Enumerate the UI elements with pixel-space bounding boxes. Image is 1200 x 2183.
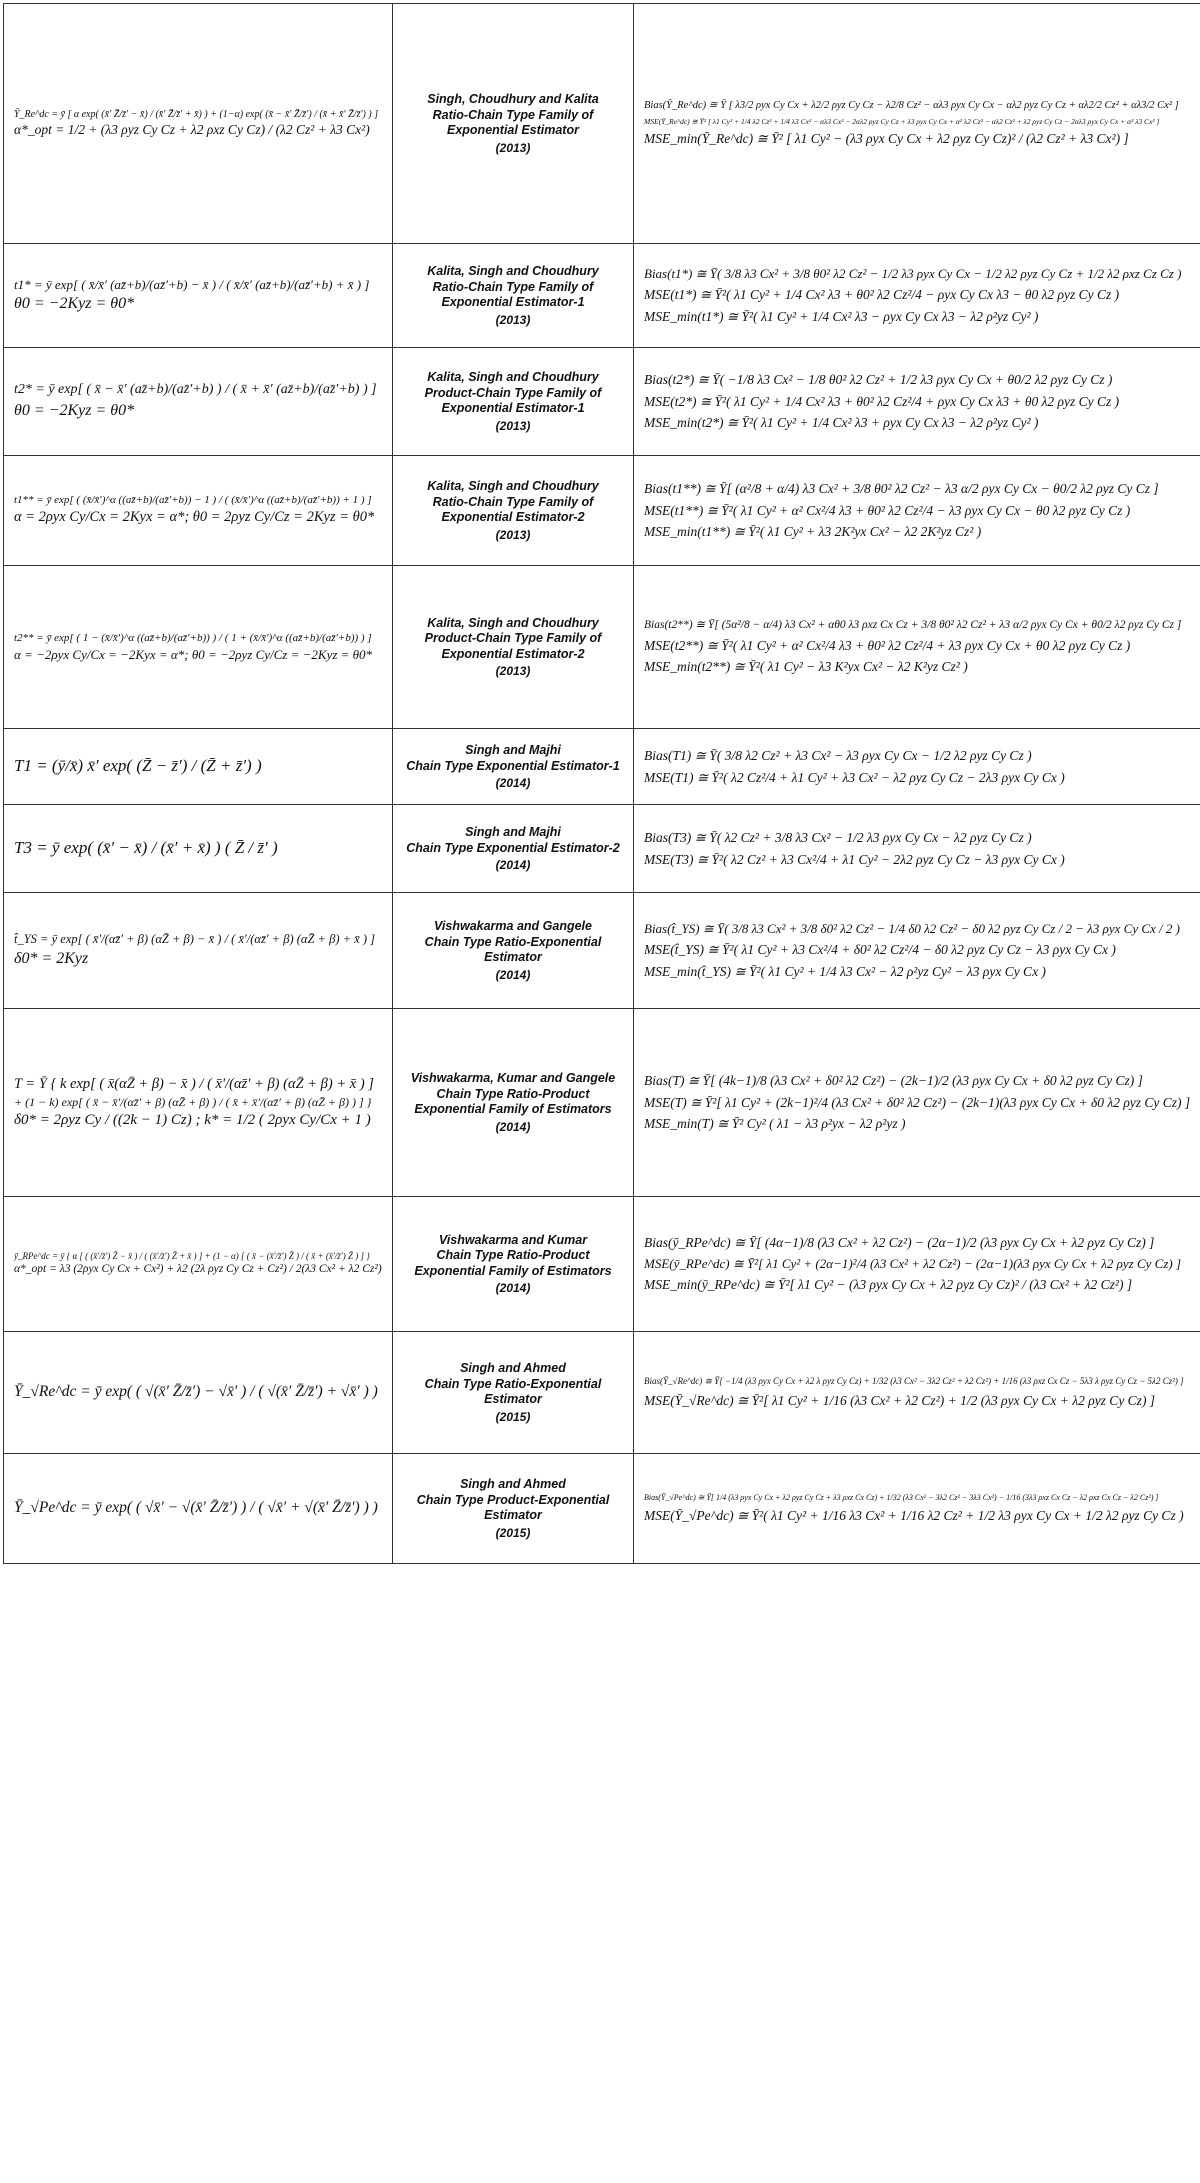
estimator-definition: T = Ȳ { k exp[ ( x̄(αZ̄ + β) − x̄ ) / ( x̄′/(αz̄′ + β) (αZ̄ + β) + x̄ ) ] bbox=[14, 1075, 382, 1095]
estimator-formula-cell bbox=[4, 893, 393, 1009]
estimator-title: Product-Chain Type Family of Exponential Estimator-2 bbox=[403, 631, 623, 662]
estimator-title: Product-Chain Type Family of Exponential Estimator-1 bbox=[403, 386, 623, 417]
bias-expression: Bias(t1**) ≅ Ȳ[ (α²/8 + α/4) λ3 Cx² + 3/8 θ0² λ2 Cz² − λ3 α/2 ρyx Cy Cx − θ0/2 λ2 ρyz Cy Cz ] bbox=[644, 480, 1190, 498]
estimator-row bbox=[4, 805, 1200, 893]
estimator-properties-cell bbox=[634, 348, 1200, 456]
min-mse-expression: MSE_min(T) ≅ Ȳ² Cy² ( λ1 − λ3 ρ²yx − λ2 ρ²yz ) bbox=[644, 1115, 1190, 1133]
estimator-definition: Ȳ_√Re^dc = ȳ exp( ( √(x̄′ Z̄/z̄′) − √x̄′ ) / ( √(x̄′ Z̄/z̄′) + √x̄′ ) ) bbox=[14, 1382, 382, 1403]
estimator-source-cell bbox=[393, 456, 634, 566]
estimator-definition: T3 = ȳ exp( (x̄′ − x̄) / (x̄′ + x̄) ) ( Z̄ / z̄′ ) bbox=[14, 837, 382, 860]
bias-expression: Bias(ȳ_RPe^dc) ≅ Ȳ[ (4α−1)/8 (λ3 Cx² + λ2 Cz²) − (2α−1)/2 (λ3 ρyx Cy Cx + λ2 ρyz Cy Cz) ] bbox=[644, 1234, 1190, 1252]
mse-expression: MSE(T1) ≅ Ȳ²( λ2 Cz²/4 + λ1 Cy² + λ3 Cx² − λ2 ρyz Cy Cz − 2λ3 ρyx Cy Cx ) bbox=[644, 769, 1190, 787]
estimator-properties-cell bbox=[634, 1009, 1200, 1197]
estimator-row bbox=[4, 1454, 1200, 1564]
estimator-year: (2013) bbox=[403, 141, 623, 155]
estimator-definition: t1** = ȳ exp[ ( (x̄/x̄′)^α ((az̄+b)/(az̄′+b)) − 1 ) / ( (x̄/x̄′)^α ((az̄+b)/(az̄′+b)) + 1 ) ] bbox=[14, 493, 382, 508]
estimator-properties-cell bbox=[634, 244, 1200, 348]
estimator-year: (2014) bbox=[403, 968, 623, 982]
estimator-title: Chain Type Ratio-Exponential Estimator bbox=[403, 1377, 623, 1408]
estimator-row bbox=[4, 244, 1200, 348]
estimator-row bbox=[4, 1009, 1200, 1197]
estimator-properties-cell bbox=[634, 1332, 1200, 1454]
mse-expression: MSE(T3) ≅ Ȳ²( λ2 Cz² + λ3 Cx²/4 + λ1 Cy² − 2λ2 ρyz Cy Cz − λ3 ρyx Cy Cx ) bbox=[644, 851, 1190, 869]
estimator-row bbox=[4, 1197, 1200, 1332]
estimator-properties-cell bbox=[634, 1197, 1200, 1332]
estimator-source-cell bbox=[393, 729, 634, 805]
estimator-condition: α*_opt = 1/2 + (λ3 ρyz Cy Cz + λ2 ρxz Cy Cz) / (λ2 Cz² + λ3 Cx²) bbox=[14, 121, 382, 139]
estimator-formula-cell bbox=[4, 4, 393, 244]
estimator-authors: Singh and Majhi bbox=[403, 825, 623, 841]
bias-expression: Bias(T) ≅ Ȳ[ (4k−1)/8 (λ3 Cx² + δ0² λ2 Cz²) − (2k−1)/2 (λ3 ρyx Cy Cx + δ0 λ2 ρyz Cy Cz) ] bbox=[644, 1072, 1190, 1090]
estimator-condition: θ0 = −2Kyz = θ0* bbox=[14, 400, 382, 422]
estimator-authors: Vishwakarma and Kumar bbox=[403, 1233, 623, 1249]
estimator-condition: α*_opt = λ3 (2ρyx Cy Cx + Cx²) + λ2 (2λ ρyz Cy Cz + Cz²) / 2(λ3 Cx² + λ2 Cz²) bbox=[14, 1262, 382, 1278]
min-mse-expression: MSE_min(t̂_YS) ≅ Ȳ²( λ1 Cy² + 1/4 λ3 Cx² − λ2 ρ²yz Cy² − λ3 ρyx Cy Cx ) bbox=[644, 963, 1190, 981]
estimator-formula-cell bbox=[4, 566, 393, 729]
estimators-table bbox=[3, 3, 1200, 1564]
bias-expression: Bias(t2*) ≅ Ȳ( −1/8 λ3 Cx² − 1/8 θ0² λ2 Cz² + 1/2 λ3 ρyx Cy Cx + θ0/2 λ2 ρyz Cy Cz ) bbox=[644, 371, 1190, 389]
estimator-definition: t2* = ȳ exp[ ( x̄ − x̄′ (az̄+b)/(az̄′+b) ) / ( x̄ + x̄′ (az̄+b)/(az̄′+b) ) ] bbox=[14, 381, 382, 400]
bias-expression: Bias(Ȳ_Re^dc) ≅ Ȳ [ λ3/2 ρyx Cy Cx + λ2/2 ρyz Cy Cz − λ2/8 Cz² − αλ3 ρyx Cy Cx − αλ2 ρyz Cy Cz + αλ2/2 Cz² + αλ3/2 Cx² ] bbox=[644, 99, 1190, 113]
estimator-definition: T1 = (ȳ/x̄) x̄′ exp( (Z̄ − z̄′) / (Z̄ + z̄′) ) bbox=[14, 755, 382, 778]
estimator-authors: Vishwakarma, Kumar and Gangele bbox=[403, 1071, 623, 1087]
estimator-authors: Singh, Choudhury and Kalita bbox=[403, 92, 623, 108]
estimator-condition: α = 2ρyx Cy/Cx = 2Kyx = α*; θ0 = 2ρyz Cy/Cz = 2Kyz = θ0* bbox=[14, 508, 382, 528]
estimator-source-cell bbox=[393, 805, 634, 893]
estimator-authors: Kalita, Singh and Choudhury bbox=[403, 370, 623, 386]
mse-expression: MSE(t2**) ≅ Ȳ²( λ1 Cy² + α² Cx²/4 λ3 + θ0² λ2 Cz²/4 + λ3 ρyx Cy Cx + θ0 λ2 ρyz Cy Cz ) bbox=[644, 637, 1190, 655]
estimator-condition: α = −2ρyx Cy/Cx = −2Kyx = α*; θ0 = −2ρyz Cy/Cz = −2Kyz = θ0* bbox=[14, 646, 382, 664]
estimator-year: (2015) bbox=[403, 1410, 623, 1424]
estimator-properties-cell bbox=[634, 4, 1200, 244]
estimator-title: Chain Type Exponential Estimator-2 bbox=[403, 841, 623, 857]
estimator-year: (2013) bbox=[403, 664, 623, 678]
estimator-authors: Kalita, Singh and Choudhury bbox=[403, 616, 623, 632]
mse-expression: MSE(t2*) ≅ Ȳ²( λ1 Cy² + 1/4 Cx² λ3 + θ0² λ2 Cz²/4 + ρyx Cy Cx λ3 + θ0 λ2 ρyz Cy Cz ) bbox=[644, 393, 1190, 411]
estimator-source-cell bbox=[393, 4, 634, 244]
estimator-year: (2013) bbox=[403, 313, 623, 327]
estimator-authors: Singh and Ahmed bbox=[403, 1361, 623, 1377]
mse-expression: MSE(Ȳ_√Re^dc) ≅ Ȳ²[ λ1 Cy² + 1/16 (λ3 Cx² + λ2 Cz²) + 1/2 (λ3 ρyx Cy Cx + λ2 ρyz Cy Cz) ] bbox=[644, 1392, 1190, 1410]
estimator-authors: Singh and Ahmed bbox=[403, 1477, 623, 1493]
estimator-row bbox=[4, 893, 1200, 1009]
min-mse-expression: MSE_min(t2**) ≅ Ȳ²( λ1 Cy² − λ3 K²yx Cx² − λ2 K²yz Cz² ) bbox=[644, 658, 1190, 676]
min-mse-expression: MSE_min(t1**) ≅ Ȳ²( λ1 Cy² + λ3 2K²yx Cx² − λ2 2K²yz Cz² ) bbox=[644, 523, 1190, 541]
estimator-year: (2015) bbox=[403, 1526, 623, 1540]
mse-expression: MSE(t1*) ≅ Ȳ²( λ1 Cy² + 1/4 Cx² λ3 + θ0² λ2 Cz²/4 − ρyx Cy Cx λ3 − θ0 λ2 ρyz Cy Cz ) bbox=[644, 286, 1190, 304]
estimator-title: Chain Type Ratio-Exponential Estimator bbox=[403, 935, 623, 966]
estimator-title: Chain Type Exponential Estimator-1 bbox=[403, 759, 623, 775]
estimator-row bbox=[4, 4, 1200, 244]
bias-expression: Bias(Ȳ_√Pe^dc) ≅ Ȳ[ 1/4 (λ3 ρyx Cy Cx + λ2 ρyz Cy Cz + λ3 ρxz Cx Cz) + 1/32 (λ3 Cx² − 3λ2 Cz² − 3λ3 Cx²) − 1/16 (3λ3 ρxz Cx Cz − λ2 ρxz Cx Cz − λ2 Cz²) ] bbox=[644, 1493, 1190, 1503]
estimator-source-cell bbox=[393, 348, 634, 456]
mse-expression: MSE(Ȳ_√Pe^dc) ≅ Ȳ²( λ1 Cy² + 1/16 λ3 Cx² + 1/16 λ2 Cz² + 1/2 λ3 ρyx Cy Cx + 1/2 λ2 ρyz Cy Cz ) bbox=[644, 1507, 1190, 1525]
min-mse-expression: MSE_min(t2*) ≅ Ȳ²( λ1 Cy² + 1/4 Cx² λ3 + ρyx Cy Cx λ3 − λ2 ρ²yz Cy² ) bbox=[644, 414, 1190, 432]
estimator-authors: Kalita, Singh and Choudhury bbox=[403, 264, 623, 280]
estimator-year: (2014) bbox=[403, 1281, 623, 1295]
estimator-formula-cell bbox=[4, 805, 393, 893]
estimator-title: Ratio-Chain Type Family of Exponential Estimator-1 bbox=[403, 280, 623, 311]
estimator-title: Chain Type Ratio-Product Exponential Family of Estimators bbox=[403, 1087, 623, 1118]
estimator-title: Chain Type Product-Exponential Estimator bbox=[403, 1493, 623, 1524]
estimator-source-cell bbox=[393, 566, 634, 729]
min-mse-expression: MSE_min(t1*) ≅ Ȳ²( λ1 Cy² + 1/4 Cx² λ3 − ρyx Cy Cx λ3 − λ2 ρ²yz Cy² ) bbox=[644, 308, 1190, 326]
estimator-properties-cell bbox=[634, 566, 1200, 729]
estimator-properties-cell bbox=[634, 893, 1200, 1009]
bias-expression: Bias(T3) ≅ Ȳ( λ2 Cz² + 3/8 λ3 Cx² − 1/2 λ3 ρyx Cy Cx − λ2 ρyz Cy Cz ) bbox=[644, 829, 1190, 847]
estimator-definition: Ȳ_Re^dc = ȳ [ α exp( (x̄′ Z̄/z̄′ − x̄) / (x̄′ Z̄/z̄′ + x̄) ) + (1−α) exp( (x̄ − x̄′ Z̄/z̄′) / (x̄ + x̄′ Z̄/z̄′) ) ] bbox=[14, 108, 382, 122]
mse-expression: MSE(t1**) ≅ Ȳ²( λ1 Cy² + α² Cx²/4 λ3 + θ0² λ2 Cz²/4 − λ3 ρyx Cy Cx − θ0 λ2 ρyz Cy Cz ) bbox=[644, 502, 1190, 520]
estimator-year: (2013) bbox=[403, 419, 623, 433]
estimator-condition: δ0* = 2Kyz bbox=[14, 948, 382, 970]
estimator-authors: Singh and Majhi bbox=[403, 743, 623, 759]
estimator-formula-cell bbox=[4, 1009, 393, 1197]
estimator-year: (2014) bbox=[403, 1120, 623, 1134]
bias-expression: Bias(t̂_YS) ≅ Ȳ( 3/8 λ3 Cx² + 3/8 δ0² λ2 Cz² − 1/4 δ0 λ2 Cz² − δ0 λ2 ρyz Cy Cz / 2 − λ3 ρyx Cy Cx / 2 ) bbox=[644, 921, 1190, 938]
estimator-definition: Ȳ_√Pe^dc = ȳ exp( ( √x̄′ − √(x̄′ Z̄/z̄′) ) / ( √x̄′ + √(x̄′ Z̄/z̄′) ) ) bbox=[14, 1498, 382, 1519]
min-mse-expression: MSE_min(Ȳ_Re^dc) ≅ Ȳ² [ λ1 Cy² − (λ3 ρyx Cy Cx + λ2 ρyz Cy Cz)² / (λ2 Cz² + λ3 Cx²) ] bbox=[644, 130, 1190, 148]
estimator-properties-cell bbox=[634, 456, 1200, 566]
estimator-authors: Vishwakarma and Gangele bbox=[403, 919, 623, 935]
estimator-row bbox=[4, 566, 1200, 729]
mse-expression: MSE(Ȳ_Re^dc) ≅ Ȳ² [ λ1 Cy² + 1/4 λ2 Cz² + 1/4 λ3 Cx² − αλ3 Cx² − 2αλ2 ρyz Cy Cz + λ3 ρyx Cy Cx + α² λ2 Cz² − αλ2 Cz² + λ2 ρyz Cy Cz − 2αλ3 ρyx Cy Cx + α² λ3 Cx² ] bbox=[644, 117, 1190, 127]
estimator-condition: δ0* = 2ρyz Cy / ((2k − 1) Cz) ; k* = 1/2 ( 2ρyx Cy/Cx + 1 ) bbox=[14, 1110, 382, 1130]
estimator-definition: t̂_YS = ȳ exp[ ( x̄′/(αz̄′ + β) (αZ̄ + β) − x̄ ) / ( x̄′/(αz̄′ + β) (αZ̄ + β) + x̄ ) ] bbox=[14, 931, 382, 948]
estimator-formula-cell bbox=[4, 456, 393, 566]
estimator-title: Ratio-Chain Type Family of Exponential Estimator bbox=[403, 108, 623, 139]
estimators-table-body bbox=[4, 4, 1200, 1564]
estimator-row bbox=[4, 729, 1200, 805]
estimator-formula-cell bbox=[4, 729, 393, 805]
mse-expression: MSE(ȳ_RPe^dc) ≅ Ȳ²[ λ1 Cy² + (2α−1)²/4 (λ3 Cx² + λ2 Cz²) − (2α−1)(λ3 ρyx Cy Cx + λ2 ρyz Cy Cz) ] bbox=[644, 1256, 1190, 1273]
estimator-definition: t1* = ȳ exp[ ( x̄/x̄′ (az̄+b)/(az̄′+b) − x̄ ) / ( x̄/x̄′ (az̄+b)/(az̄′+b) + x̄ ) ] bbox=[14, 276, 382, 294]
estimator-source-cell bbox=[393, 893, 634, 1009]
estimator-source-cell bbox=[393, 244, 634, 348]
estimator-formula-cell bbox=[4, 1197, 393, 1332]
bias-expression: Bias(t2**) ≅ Ȳ[ (5α²/8 − α/4) λ3 Cx² + αθ0 λ3 ρxz Cx Cz + 3/8 θ0² λ2 Cz² + λ3 α/2 ρyx Cy Cx + θ0/2 λ2 ρyz Cy Cz ] bbox=[644, 618, 1190, 633]
estimator-definition: ȳ_RPe^dc = ȳ { α [ ( (x̄′/z̄′) Z̄ − x̄ ) / ( (x̄′/z̄′) Z̄ + x̄ ) ] + (1 − α) [ ( x̄ − (x̄′/z̄′) Z̄ ) / ( x̄ + (x̄′/z̄′) Z̄ ) ] } bbox=[14, 1250, 382, 1262]
estimator-year: (2014) bbox=[403, 858, 623, 872]
estimator-properties-cell bbox=[634, 1454, 1200, 1564]
estimator-row bbox=[4, 348, 1200, 456]
estimator-formula-cell bbox=[4, 1454, 393, 1564]
bias-expression: Bias(T1) ≅ Ȳ( 3/8 λ2 Cz² + λ3 Cx² − λ3 ρyx Cy Cx − 1/2 λ2 ρyz Cy Cz ) bbox=[644, 747, 1190, 765]
estimator-row bbox=[4, 456, 1200, 566]
estimator-authors: Kalita, Singh and Choudhury bbox=[403, 479, 623, 495]
estimator-title: Chain Type Ratio-Product Exponential Family of Estimators bbox=[403, 1248, 623, 1279]
estimator-formula-cell bbox=[4, 1332, 393, 1454]
min-mse-expression: MSE_min(ȳ_RPe^dc) ≅ Ȳ²[ λ1 Cy² − (λ3 ρyx Cy Cx + λ2 ρyz Cy Cz)² / (λ3 Cx² + λ2 Cz²) ] bbox=[644, 1276, 1190, 1294]
estimator-year: (2014) bbox=[403, 776, 623, 790]
bias-expression: Bias(Ȳ_√Re^dc) ≅ Ȳ[ −1/4 (λ3 ρyx Cy Cx + λ2 λ ρyz Cy Cz) + 1/32 (λ3 Cx² − 3λ2 Cz² + λ2 Cz²) + 1/16 (λ3 ρxz Cx Cz − 5λ3 λ ρyz Cy Cz − 5λ2 Cz²) ] bbox=[644, 1376, 1190, 1388]
estimator-formula-cell bbox=[4, 348, 393, 456]
estimator-row bbox=[4, 1332, 1200, 1454]
mse-expression: MSE(t̂_YS) ≅ Ȳ²( λ1 Cy² + λ3 Cx²/4 + δ0² λ2 Cz²/4 − δ0 λ2 ρyz Cy Cz − λ3 ρyx Cy Cx ) bbox=[644, 941, 1190, 959]
estimator-source-cell bbox=[393, 1009, 634, 1197]
estimator-year: (2013) bbox=[403, 528, 623, 542]
estimator-condition: θ0 = −2Kyz = θ0* bbox=[14, 293, 382, 315]
bias-expression: Bias(t1*) ≅ Ȳ( 3/8 λ3 Cx² + 3/8 θ0² λ2 Cz² − 1/2 λ3 ρyx Cy Cx − 1/2 λ2 ρyz Cy Cz + 1/2 λ2 ρxz Cz Cz ) bbox=[644, 266, 1190, 283]
mse-expression: MSE(T) ≅ Ȳ²[ λ1 Cy² + (2k−1)²/4 (λ3 Cx² + δ0² λ2 Cz²) − (2k−1)(λ3 ρyx Cy Cx + δ0 λ2 ρyz Cy Cz) ] bbox=[644, 1094, 1190, 1112]
estimator-source-cell bbox=[393, 1332, 634, 1454]
estimator-properties-cell bbox=[634, 729, 1200, 805]
estimator-source-cell bbox=[393, 1197, 634, 1332]
estimator-definition: t2** = ȳ exp[ ( 1 − (x̄/x̄′)^α ((az̄+b)/(az̄′+b)) ) / ( 1 + (x̄/x̄′)^α ((az̄+b)/(az̄′+b)) ) ] bbox=[14, 631, 382, 646]
estimator-condition: + (1 − k) exp[ ( x̄ − x̄′/(αz̄′ + β) (αZ̄ + β) ) / ( x̄ + x̄′/(αz̄′ + β) (αZ̄ + β) ) ] } bbox=[14, 1094, 382, 1110]
estimator-properties-cell bbox=[634, 805, 1200, 893]
estimator-source-cell bbox=[393, 1454, 634, 1564]
estimator-formula-cell bbox=[4, 244, 393, 348]
estimator-title: Ratio-Chain Type Family of Exponential Estimator-2 bbox=[403, 495, 623, 526]
